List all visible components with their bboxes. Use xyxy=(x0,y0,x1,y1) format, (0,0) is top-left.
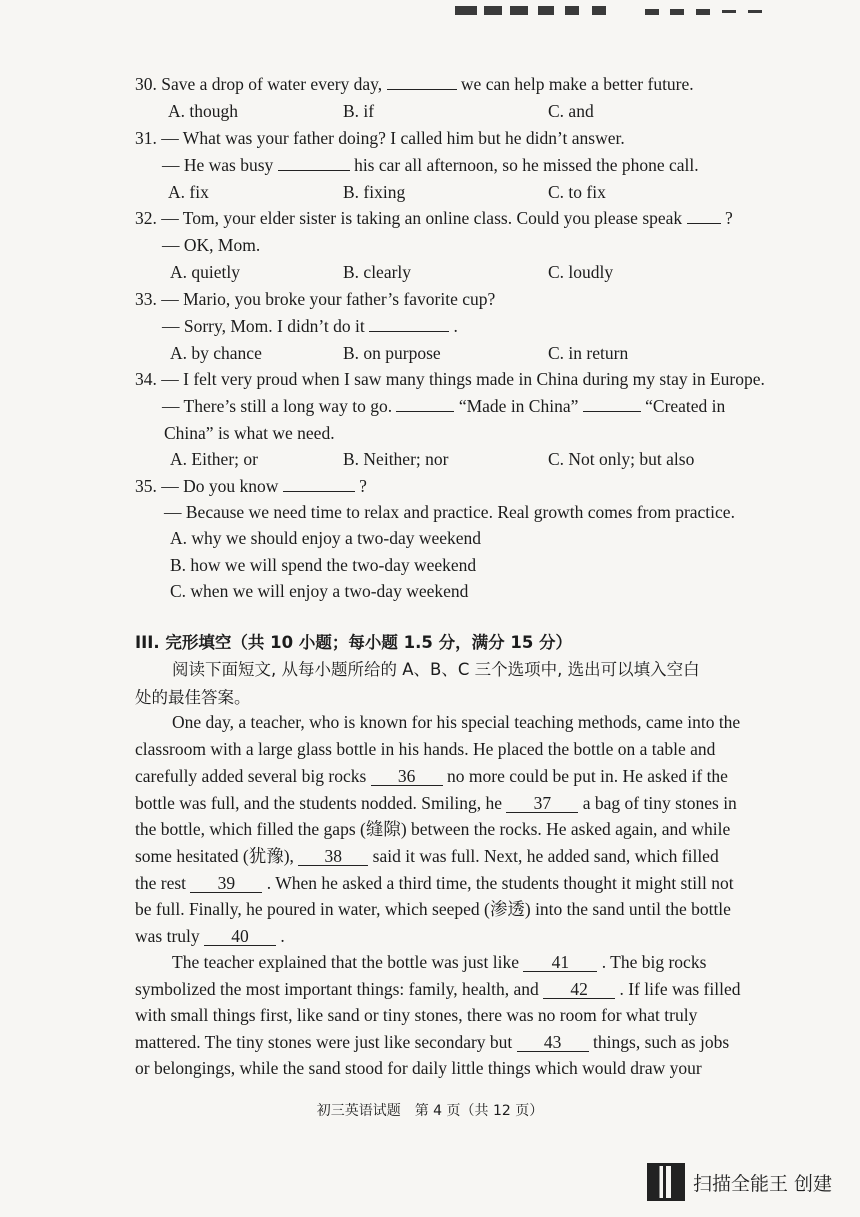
q31-blank xyxy=(278,170,350,171)
p3-text-a: carefully added several big rocks xyxy=(135,766,367,786)
q33-blank xyxy=(369,331,449,332)
p9-text-b: . xyxy=(280,926,285,946)
blank-38: 38 xyxy=(298,847,368,866)
q34-blank-1 xyxy=(396,411,454,412)
p6-text-b: said it was full. Next, he added sand, which filled xyxy=(372,846,719,866)
q35-option-a: A. why we should enjoy a two-day weekend xyxy=(170,528,482,548)
blank-41: 41 xyxy=(523,953,597,972)
passage-line-7 xyxy=(0,872,860,894)
passage-line-13 xyxy=(0,1031,860,1053)
scan-edge-marks xyxy=(0,0,860,22)
q34-blank-2 xyxy=(583,411,641,412)
q33-option-a: A. by chance xyxy=(170,343,262,363)
q33-option-b: B. on purpose xyxy=(343,343,441,363)
q34-option-c: C. Not only; but also xyxy=(548,449,695,469)
passage-line-10 xyxy=(0,951,860,973)
passage-line-2: classroom with a large glass bottle in his hands. He placed the bottle on a table and xyxy=(135,739,716,759)
blank-43: 43 xyxy=(517,1033,589,1052)
question-32-stem xyxy=(0,207,860,229)
question-35-stem xyxy=(0,475,860,497)
watermark-text: 扫描全能王 创建 xyxy=(692,1172,832,1195)
q31-text-a: — He was busy xyxy=(162,155,274,175)
q35-text-a: 35. — Do you know xyxy=(135,476,279,496)
p11-text-a: symbolized the most important things: family, health, and xyxy=(135,979,539,999)
q30-text-b: we can help make a better future. xyxy=(460,74,694,94)
p13-text-b: things, such as jobs xyxy=(593,1032,730,1052)
p4-text-a: bottle was full, and the students nodded. Smiling, he xyxy=(135,793,502,813)
blank-37: 37 xyxy=(506,794,578,813)
page-footer: 初三英语试题 第 4 页（共 12 页） xyxy=(316,1103,544,1119)
p4-text-b: a bag of tiny stones in xyxy=(582,793,737,813)
passage-line-5: the bottle, which filled the gaps (缝隙) between the rocks. He asked again, and while xyxy=(135,819,731,839)
question-33-reply xyxy=(0,315,860,337)
question-31-reply xyxy=(0,154,860,176)
q35-text-b: ? xyxy=(359,476,367,496)
blank-40: 40 xyxy=(204,927,276,946)
passage-line-1: One day, a teacher, who is known for his special teaching methods, came into the xyxy=(172,712,741,732)
question-31-stem: 31. — What was your father doing? I called him but he didn’t answer. xyxy=(135,128,625,148)
question-30-stem xyxy=(0,73,860,95)
q34-text-b: “Made in China” xyxy=(458,396,579,416)
section-instruction-2: 处的最佳答案。 xyxy=(135,688,251,707)
q33-text-b: . xyxy=(453,316,458,336)
blank-36: 36 xyxy=(371,767,443,786)
p11-text-b: . If life was filled xyxy=(619,979,741,999)
q32-option-b: B. clearly xyxy=(343,262,412,282)
p7-text-a: the rest xyxy=(135,873,187,893)
p7-text-b: . When he asked a third time, the students thought it might still not xyxy=(266,873,734,893)
question-32-reply: — OK, Mom. xyxy=(162,235,261,255)
p9-text-a: was truly xyxy=(135,926,200,946)
passage-line-4 xyxy=(0,792,860,814)
scanner-watermark xyxy=(647,1163,832,1201)
question-33-stem: 33. — Mario, you broke your father’s favorite cup? xyxy=(135,289,496,309)
p3-text-b: no more could be put in. He asked if the xyxy=(447,766,728,786)
q32-option-a: A. quietly xyxy=(170,262,240,282)
q32-blank xyxy=(687,223,721,224)
passage-line-6 xyxy=(0,845,860,867)
question-34-reply xyxy=(0,395,860,417)
passage-line-12: with small things first, like sand or tiny stones, there was no room for what truly xyxy=(135,1005,698,1025)
passage-line-11 xyxy=(0,978,860,1000)
passage-line-14: or belongings, while the sand stood for daily little things which would draw your xyxy=(135,1058,702,1078)
p6-text-a: some hesitated (犹豫), xyxy=(135,846,294,866)
q34-text-c: “Created in xyxy=(645,396,726,416)
q30-option-a: A. though xyxy=(168,101,238,121)
q32-text-b: ? xyxy=(724,208,733,228)
question-34-stem: 34. — I felt very proud when I saw many things made in China during my stay in Europe. xyxy=(135,369,765,389)
q30-option-c: C. and xyxy=(548,101,594,121)
q35-option-c: C. when we will enjoy a two-day weekend xyxy=(170,581,469,601)
q35-option-b: B. how we will spend the two-day weekend xyxy=(170,555,477,575)
q30-blank xyxy=(387,89,457,90)
q34-option-b: B. Neither; nor xyxy=(343,449,449,469)
passage-line-8: be full. Finally, he poured in water, which seeped (渗透) into the sand until the bottle xyxy=(135,899,731,919)
blank-39: 39 xyxy=(190,874,262,893)
p13-text-a: mattered. The tiny stones were just like secondary but xyxy=(135,1032,513,1052)
q33-option-c: C. in return xyxy=(548,343,629,363)
p10-text-b: . The big rocks xyxy=(601,952,707,972)
question-34-reply-cont: China” is what we need. xyxy=(164,423,335,443)
passage-line-9 xyxy=(0,925,860,947)
qr-code-icon xyxy=(647,1163,685,1201)
q32-option-c: C. loudly xyxy=(548,262,614,282)
section-heading: III. 完形填空（共 10 小题；每小题 1.5 分，满分 15 分） xyxy=(135,633,573,652)
q32-text-a: 32. — Tom, your elder sister is taking an online class. Could you please speak xyxy=(135,208,683,228)
q31-text-b: his car all afternoon, so he missed the phone call. xyxy=(354,155,699,175)
q34-text-a: — There’s still a long way to go. xyxy=(162,396,393,416)
section-instruction-1: 阅读下面短文, 从每小题所给的 A、B、C 三个选项中, 选出可以填入空白 xyxy=(172,660,700,679)
q33-text-a: — Sorry, Mom. I didn’t do it xyxy=(162,316,365,336)
q31-option-c: C. to fix xyxy=(548,182,606,202)
q35-blank xyxy=(283,491,355,492)
p10-text-a: The teacher explained that the bottle was just like xyxy=(172,952,519,972)
q34-option-a: A. Either; or xyxy=(170,449,258,469)
q31-option-b: B. fixing xyxy=(343,182,406,202)
q31-option-a: A. fix xyxy=(168,182,209,202)
passage-line-3 xyxy=(0,765,860,787)
q30-option-b: B. if xyxy=(343,101,375,121)
blank-42: 42 xyxy=(543,980,615,999)
question-35-reply: — Because we need time to relax and practice. Real growth comes from practice. xyxy=(164,502,735,522)
q30-text-a: 30. Save a drop of water every day, xyxy=(135,74,383,94)
